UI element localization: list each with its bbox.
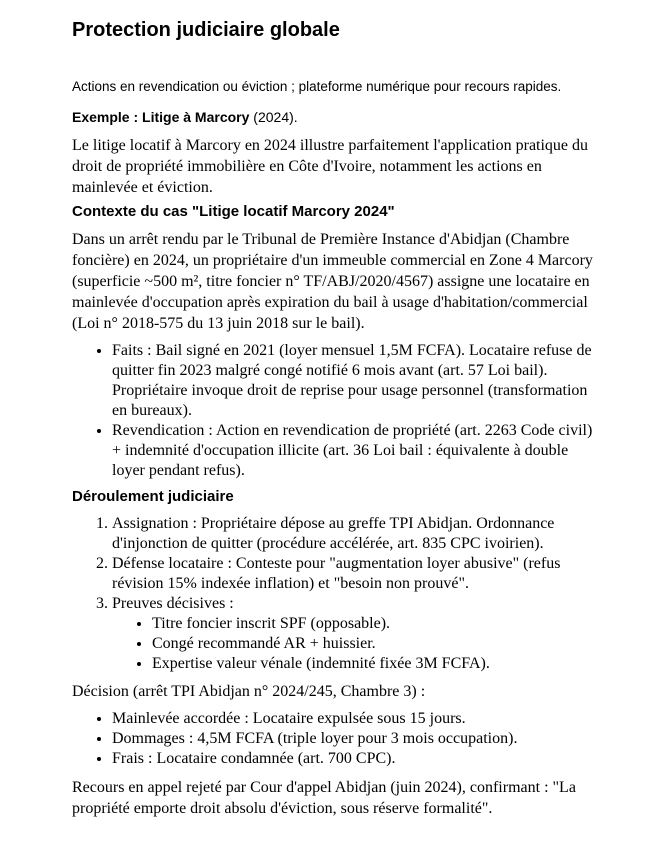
steps-list xyxy=(72,514,594,674)
section-heading-contexte: Contexte du cas "Litige locatif Marcory 2024" xyxy=(72,203,395,220)
overview-paragraph: Le litige locatif à Marcory en 2024 illustre parfaitement l'application pratique du droit de propriété immobilière en Côte d'Ivoire, notamment les actions en mainlevée et éviction. xyxy=(72,137,589,196)
step-item-label: Preuves décisives : xyxy=(112,595,234,612)
facts-list-item: • Revendication : Action en revendication de propriété (art. 2263 Code civil) + indemnité d'occupation illicite (art. 36 Loi bail : équivalente à double loyer pendant refus). xyxy=(112,421,594,481)
evidence-item: • Expertise valeur vénale (indemnité fixée 3M FCFA). xyxy=(152,654,594,674)
facts-list-item: • Faits : Bail signé en 2021 (loyer mensuel 1,5M FCFA). Locataire refuse de quitter fin 2023 malgré congé notifié 6 mois avant (art. 57 Loi bail). Propriétaire invoque droit de reprise pour usage personnel (transformation en bureaux). xyxy=(112,341,594,421)
evidence-item: • Congé recommandé AR + huissier. xyxy=(152,634,594,654)
evidence-item: • Titre foncier inscrit SPF (opposable). xyxy=(152,614,594,634)
decision-item: • Mainlevée accordée : Locataire expulsée sous 15 jours. xyxy=(112,709,594,729)
example-year: (2024). xyxy=(249,109,298,125)
step-item: 1. Assignation : Propriétaire dépose au greffe TPI Abidjan. Ordonnance d'injonction de quitter (procédure accélérée, art. 835 CPC ivoirien). xyxy=(112,514,594,554)
case-details-paragraph: Dans un arrêt rendu par le Tribunal de Première Instance d'Abidjan (Chambre foncière) en 2024, un propriétaire d'un immeuble commercial en Zone 4 Marcory (superficie ~500 m², titre foncier n° TF/ABJ/2020/4567) assigne une locataire en mainlevée d'occupation après expiration du bail à usage d'habitation/commercial (Loi n° 2018-575 du 13 juin 2018 sur le bail). xyxy=(72,231,593,332)
decision-item: • Dommages : 4,5M FCFA (triple loyer pour 3 mois occupation). xyxy=(112,729,594,749)
page-title: Protection judiciaire globale xyxy=(72,19,340,41)
closing-paragraph: Recours en appel rejeté par Cour d'appel Abidjan (juin 2024), confirmant : "La propriété emporte droit absolu d'éviction, sous réserve formalité". xyxy=(72,779,576,817)
facts-list xyxy=(72,341,594,481)
section-heading-deroulement: Déroulement judiciaire xyxy=(72,488,234,505)
intro-text: Actions en revendication ou éviction ; plateforme numérique pour recours rapides. xyxy=(72,79,562,94)
decision-list xyxy=(72,709,594,769)
step-item: 2. Défense locataire : Conteste pour "augmentation loyer abusive" (refus révision 15% indexée inflation) et "besoin non prouvé". xyxy=(112,554,594,594)
evidence-list xyxy=(112,614,594,674)
example-label: Exemple : Litige à Marcory xyxy=(72,109,250,125)
decision-item: • Frais : Locataire condamnée (art. 700 CPC). xyxy=(112,749,594,769)
example-line xyxy=(72,108,594,126)
step-item xyxy=(112,594,594,674)
decision-line: Décision (arrêt TPI Abidjan n° 2024/245, Chambre 3) : xyxy=(72,683,426,700)
